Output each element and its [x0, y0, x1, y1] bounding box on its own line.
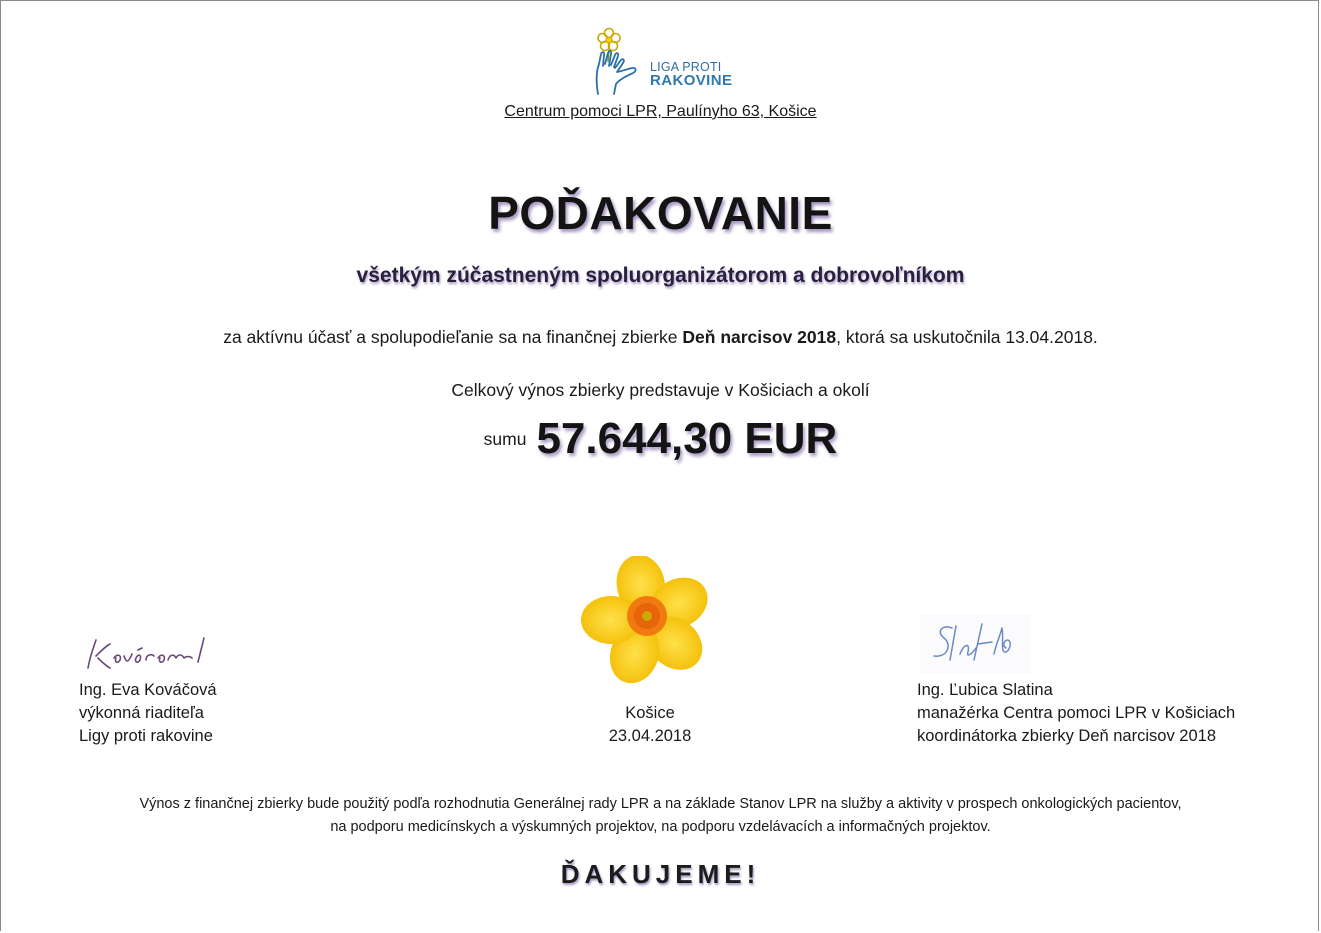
footer-line2: na podporu medicínskych a výskumných projektov, na podporu vzdelávacích a informačných projektov. — [330, 819, 991, 835]
place-date-value: 23.04.2018 — [608, 727, 692, 745]
thanks-heading: ĎAKUJEME! — [560, 859, 761, 889]
logo-text — [650, 60, 732, 88]
address-text: Centrum pomoci LPR, Paulínyho 63, Košice — [504, 103, 817, 120]
signatory-left-name: Ing. Eva Kováčová — [79, 681, 217, 699]
participation-text — [0, 327, 1321, 348]
signatory-right-name: Ing. Ľubica Slatina — [917, 681, 1053, 699]
subtitle: všetkým zúčastneným spoluorganizátorom a dobrovoľníkom — [356, 264, 965, 287]
footer-line1: Výnos z finančnej zbierky bude použitý podľa rozhodnutia Generálnej rady LPR a na základe Stanov LPR na služby a aktivity v prospech onkologických pacientov, — [139, 796, 1182, 812]
page-title: POĎAKOVANIE — [488, 187, 833, 239]
signatory-right — [917, 679, 1235, 748]
place-city: Košice — [625, 704, 675, 722]
sum-amount: 57.644,30 EUR — [536, 414, 838, 463]
daffodil-icon — [576, 556, 716, 686]
footer-note — [0, 793, 1321, 839]
address — [0, 103, 1321, 121]
logo — [592, 24, 742, 94]
signatory-left — [79, 679, 217, 748]
signatory-left-role1: výkonná riaditeľa — [79, 704, 204, 722]
event-name: Deň narcisov 2018 — [682, 327, 837, 347]
participation-before: za aktívnu účasť a spolupodieľanie sa na finančnej zbierke — [223, 327, 683, 347]
logo-line2: RAKOVINE — [650, 72, 733, 89]
total-intro-text: Celkový výnos zbierky predstavuje v Košiciach a okolí — [451, 380, 870, 400]
sum-label: sumu — [483, 429, 527, 449]
signatory-left-role2: Ligy proti rakovine — [79, 727, 213, 745]
logo-line1: LIGA PROTI — [650, 60, 722, 74]
participation-after: , ktorá sa uskutočnila 13.04.2018. — [836, 327, 1098, 347]
place-date — [560, 702, 740, 748]
daffodil-hand-icon — [592, 24, 652, 96]
signatory-right-role1: manažérka Centra pomoci LPR v Košiciach — [917, 704, 1236, 722]
signature-slatina — [920, 614, 1030, 674]
signatory-right-role2: koordinátorka zbierky Deň narcisov 2018 — [917, 727, 1216, 745]
signature-kovacova — [80, 628, 230, 678]
sum-row — [0, 414, 1321, 464]
